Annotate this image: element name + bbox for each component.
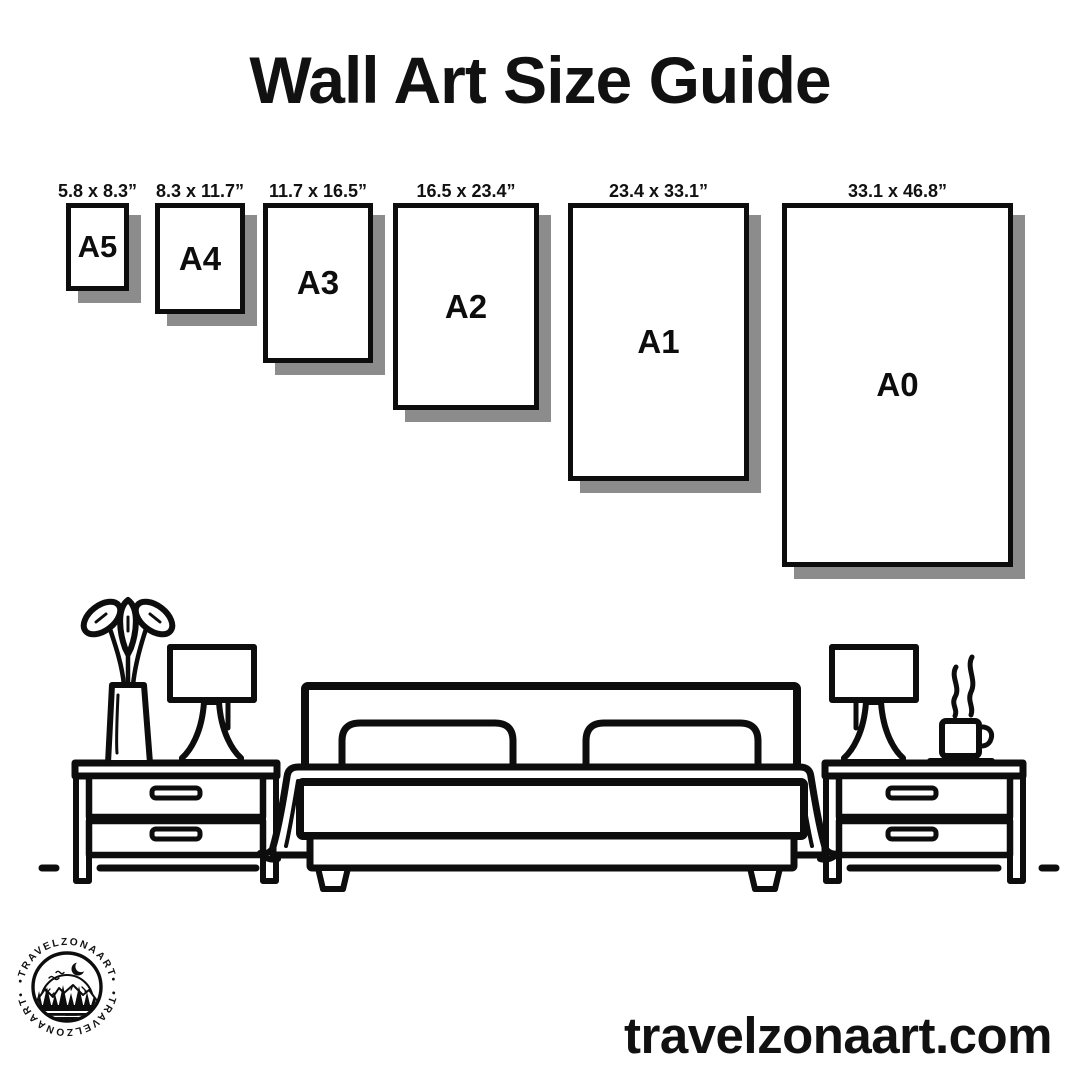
svg-text:•TRAVELZONAART•: •TRAVELZONAART• (15, 989, 119, 1038)
drawer-handle (888, 829, 936, 839)
size-box-a5 (57, 181, 138, 291)
coffee-cup (930, 657, 992, 761)
plant-vase (78, 595, 178, 763)
logo-ring-text-top: •TRAVELZONAART• (15, 936, 119, 985)
size-code-a0: A0 (876, 366, 919, 403)
page-title: Wall Art Size Guide (249, 43, 831, 117)
vase (108, 685, 150, 763)
bed (260, 686, 838, 889)
lamp-shade (170, 647, 254, 700)
lamp-shade (832, 647, 916, 700)
steam-icon (954, 667, 957, 716)
size-dimensions-a3: 11.7 x 16.5” (268, 181, 368, 201)
bed-leg (318, 868, 348, 889)
drawer-handle (152, 829, 200, 839)
size-code-a5: A5 (77, 229, 118, 264)
size-box-a4 (155, 181, 245, 314)
size-dimensions-a4: 8.3 x 11.7” (155, 181, 245, 201)
table-lamp-right (832, 647, 916, 762)
size-dimensions-a1: 23.4 x 33.1” (608, 181, 709, 201)
size-dimensions-a2: 16.5 x 23.4” (416, 181, 516, 201)
size-box-a0 (782, 181, 1013, 567)
table-lamp-left (170, 647, 254, 762)
website-url: travelzonaart.com (624, 1007, 1052, 1064)
size-dimensions-a0: 33.1 x 46.8” (847, 181, 948, 201)
size-dimensions-a5: 5.8 x 8.3” (57, 181, 138, 201)
steam-icon (970, 657, 973, 715)
bed-base (310, 836, 794, 868)
size-code-a2: A2 (444, 287, 488, 325)
nightstand-right (825, 763, 1023, 881)
bedroom-illustration (40, 595, 1040, 895)
bed-leg (750, 868, 780, 889)
nightstand-left (75, 763, 277, 881)
brand-logo-travelzonaart (8, 928, 126, 1046)
size-code-a1: A1 (637, 323, 680, 360)
size-box-a1 (568, 181, 749, 481)
drawer-handle (888, 788, 936, 798)
size-box-a2 (393, 181, 539, 410)
drawer-handle (152, 788, 200, 798)
mattress (300, 782, 804, 836)
size-box-a3 (263, 181, 373, 363)
size-code-a3: A3 (296, 264, 340, 301)
size-code-a4: A4 (178, 239, 222, 277)
